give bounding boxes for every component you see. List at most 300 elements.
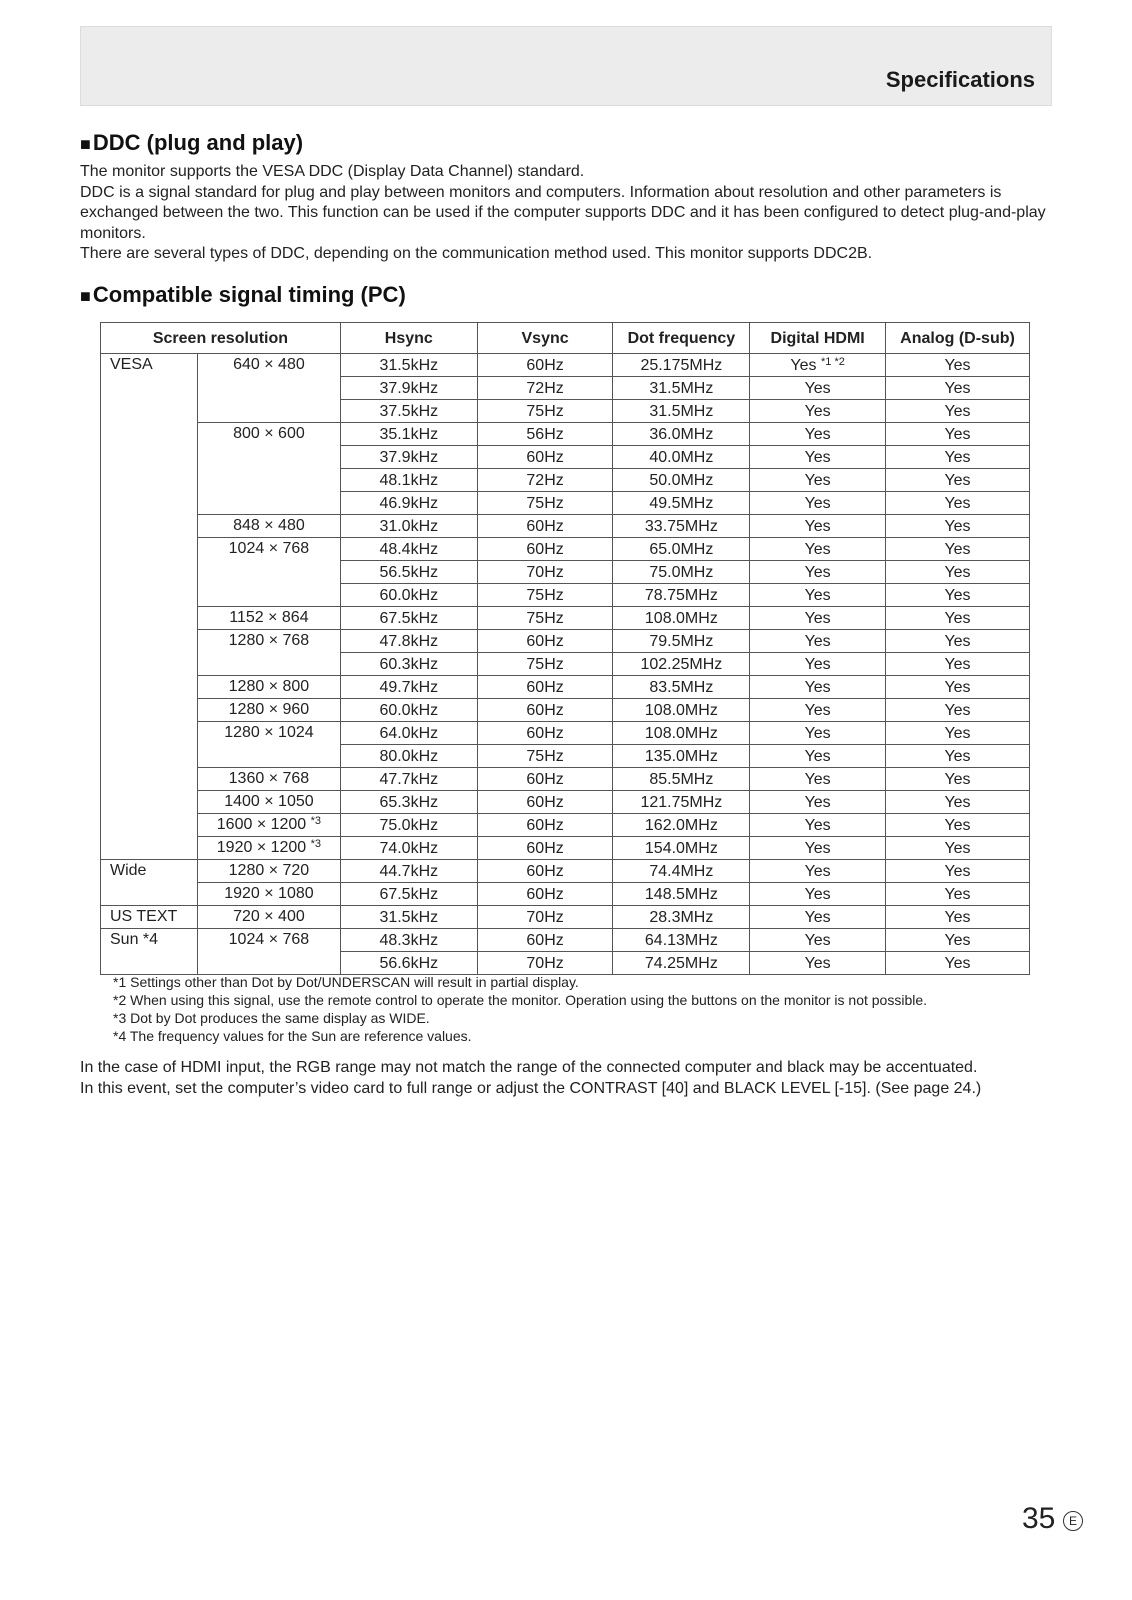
vsync-cell (477, 699, 613, 722)
vsync-cell (477, 446, 613, 469)
vsync-cell (477, 469, 613, 492)
vsync-cell (477, 561, 613, 584)
resolution-cell (197, 906, 340, 929)
signal-timing-table (100, 322, 1030, 975)
hsync-cell (340, 653, 477, 676)
column-header: Screen resolution (101, 323, 341, 354)
dot-frequency-cell (613, 699, 750, 722)
vsync-cell-text: 56Hz (526, 425, 564, 443)
analog-dsub-cell-text: Yes (944, 425, 971, 443)
resolution-cell-text: 1280 × 768 (228, 632, 310, 649)
dot-frequency-cell-text: 85.5MHz (649, 770, 714, 788)
digital-hdmi-cell (750, 584, 886, 607)
footnote: *3 Dot by Dot produces the same display as WIDE. (113, 1010, 430, 1026)
hsync-cell (340, 837, 477, 860)
hsync-cell-text: 31.5kHz (379, 908, 439, 926)
analog-dsub-cell-text: Yes (944, 931, 971, 949)
dot-frequency-cell-text: 65.0MHz (649, 540, 714, 558)
group-cell (101, 538, 198, 561)
analog-dsub-cell (886, 423, 1030, 446)
resolution-cell (197, 676, 340, 699)
table-row (101, 676, 1030, 699)
resolution-cell (197, 883, 340, 906)
dot-frequency-cell (613, 929, 750, 952)
digital-hdmi-cell (750, 699, 886, 722)
hsync-cell-text: 44.7kHz (379, 862, 439, 880)
resolution-cell (197, 492, 340, 515)
analog-dsub-cell-text: Yes (944, 448, 971, 466)
table-row (101, 860, 1030, 883)
group-cell-text: US TEXT (110, 908, 178, 925)
vsync-cell (477, 837, 613, 860)
analog-dsub-cell (886, 492, 1030, 515)
vsync-cell (477, 423, 613, 446)
vsync-cell-text: 60Hz (526, 678, 564, 696)
analog-dsub-cell-text: Yes (944, 770, 971, 788)
resolution-cell (197, 699, 340, 722)
vsync-cell-text: 60Hz (526, 356, 564, 374)
digital-hdmi-cell-text: Yes (804, 908, 831, 926)
group-cell (101, 722, 198, 745)
analog-dsub-cell (886, 768, 1030, 791)
group-cell-text: Wide (110, 862, 147, 879)
analog-dsub-cell-text: Yes (944, 379, 971, 397)
digital-hdmi-cell-text: Yes (804, 862, 831, 880)
hsync-cell-text: 48.3kHz (379, 931, 439, 949)
group-cell (101, 791, 198, 814)
group-cell (101, 630, 198, 653)
hsync-cell-text: 67.5kHz (379, 609, 439, 627)
dot-frequency-cell-text: 162.0MHz (644, 816, 718, 834)
group-cell (101, 492, 198, 515)
vsync-cell (477, 814, 613, 837)
vsync-cell-text: 60Hz (526, 540, 564, 558)
resolution-cell (197, 837, 340, 860)
analog-dsub-cell (886, 584, 1030, 607)
digital-hdmi-cell-text: Yes (804, 609, 831, 627)
dot-frequency-cell-text: 36.0MHz (649, 425, 714, 443)
hsync-cell-text: 75.0kHz (379, 816, 439, 834)
resolution-cell (197, 538, 340, 561)
resolution-cell-text: 1920 × 1080 (224, 885, 314, 902)
group-cell (101, 469, 198, 492)
resolution-cell (197, 446, 340, 469)
dot-frequency-cell-text: 121.75MHz (640, 793, 723, 811)
digital-hdmi-cell-text: Yes (804, 701, 831, 719)
hsync-cell (340, 952, 477, 975)
hsync-cell-text: 74.0kHz (379, 839, 439, 857)
hsync-cell (340, 469, 477, 492)
digital-hdmi-cell-text: Yes (804, 471, 831, 489)
analog-dsub-cell (886, 469, 1030, 492)
resolution-cell (197, 515, 340, 538)
hsync-cell (340, 883, 477, 906)
resolution-cell-text: 1360 × 768 (228, 770, 310, 787)
table-row (101, 354, 1030, 377)
digital-hdmi-cell-text: Yes (804, 770, 831, 788)
table-row (101, 400, 1030, 423)
resolution-cell (197, 584, 340, 607)
analog-dsub-cell-text: Yes (944, 678, 971, 696)
dot-frequency-cell (613, 515, 750, 538)
analog-dsub-cell-text: Yes (944, 885, 971, 903)
ddc-paragraph: The monitor supports the VESA DDC (Display Data Channel) standard. (80, 163, 585, 180)
group-cell (101, 400, 198, 423)
digital-hdmi-cell-text: Yes (804, 747, 831, 765)
resolution-cell (197, 653, 340, 676)
table-header-row (101, 323, 1030, 354)
group-cell (101, 607, 198, 630)
resolution-cell (197, 860, 340, 883)
digital-hdmi-cell (750, 745, 886, 768)
dot-frequency-cell-text: 79.5MHz (649, 632, 714, 650)
analog-dsub-cell-text: Yes (944, 586, 971, 604)
dot-frequency-cell (613, 860, 750, 883)
hdmi-note (80, 1058, 981, 1099)
resolution-cell-text: 1280 × 1024 (224, 724, 314, 741)
dot-frequency-cell (613, 837, 750, 860)
group-cell (101, 584, 198, 607)
hsync-cell (340, 492, 477, 515)
hsync-cell-text: 47.8kHz (379, 632, 439, 650)
resolution-cell-text: 1600 × 1200 (216, 816, 307, 833)
vsync-cell (477, 768, 613, 791)
hsync-cell (340, 860, 477, 883)
table-row (101, 883, 1030, 906)
digital-hdmi-cell (750, 791, 886, 814)
analog-dsub-cell (886, 676, 1030, 699)
ddc-title: DDC (plug and play) (92, 130, 304, 155)
vsync-cell-text: 60Hz (526, 839, 564, 857)
resolution-cell (197, 607, 340, 630)
vsync-cell (477, 952, 613, 975)
hsync-cell-text: 56.6kHz (379, 954, 439, 972)
dot-frequency-cell (613, 630, 750, 653)
analog-dsub-cell (886, 745, 1030, 768)
vsync-cell-text: 75Hz (526, 586, 564, 604)
analog-dsub-cell-text: Yes (944, 839, 971, 857)
table-row (101, 929, 1030, 952)
hsync-cell-text: 80.0kHz (379, 747, 439, 765)
table-row (101, 952, 1030, 975)
vsync-cell (477, 883, 613, 906)
vsync-cell-text: 60Hz (526, 816, 564, 834)
hsync-cell (340, 377, 477, 400)
analog-dsub-cell-text: Yes (944, 724, 971, 742)
dot-frequency-cell-text: 33.75MHz (644, 517, 718, 535)
analog-dsub-cell (886, 446, 1030, 469)
language-badge: E (1063, 1511, 1083, 1531)
hsync-cell-text: 64.0kHz (379, 724, 439, 742)
table-row (101, 699, 1030, 722)
table-row (101, 722, 1030, 745)
dot-frequency-cell-text: 28.3MHz (649, 908, 714, 926)
hsync-cell-text: 60.0kHz (379, 701, 439, 719)
vsync-cell-text: 70Hz (526, 908, 564, 926)
hsync-cell (340, 630, 477, 653)
resolution-cell (197, 354, 340, 377)
group-cell (101, 745, 198, 768)
group-cell (101, 906, 198, 929)
group-cell (101, 929, 198, 952)
resolution-cell-text: 1280 × 720 (228, 862, 310, 879)
hsync-cell-text: 60.0kHz (379, 586, 439, 604)
analog-dsub-cell-text: Yes (944, 471, 971, 489)
vsync-cell-text: 60Hz (526, 931, 564, 949)
hsync-cell (340, 791, 477, 814)
analog-dsub-cell-text: Yes (944, 517, 971, 535)
group-cell (101, 561, 198, 584)
dot-frequency-cell (613, 354, 750, 377)
vsync-cell-text: 60Hz (526, 632, 564, 650)
footnote: *4 The frequency values for the Sun are reference values. (113, 1028, 472, 1044)
analog-dsub-cell (886, 722, 1030, 745)
digital-hdmi-cell (750, 814, 886, 837)
vsync-cell (477, 906, 613, 929)
digital-hdmi-cell (750, 722, 886, 745)
dot-frequency-cell (613, 676, 750, 699)
column-header: Analog (D-sub) (886, 323, 1030, 354)
dot-frequency-cell (613, 768, 750, 791)
hdmi-note-line: In this event, set the computer’s video card to full range or adjust the CONTRAST [40] and BLACK LEVEL [-15]. (See page 24.) (80, 1079, 982, 1097)
dot-frequency-cell (613, 722, 750, 745)
vsync-cell (477, 377, 613, 400)
digital-hdmi-cell-text: Yes (804, 402, 831, 420)
digital-hdmi-cell-text: Yes (804, 954, 831, 972)
square-bullet-icon: ■ (80, 134, 91, 154)
analog-dsub-cell-text: Yes (944, 563, 971, 581)
vsync-cell-text: 72Hz (526, 471, 564, 489)
vsync-cell-text: 60Hz (526, 862, 564, 880)
table-row (101, 791, 1030, 814)
digital-hdmi-cell-text: Yes (804, 816, 831, 834)
dot-frequency-cell-text: 108.0MHz (644, 609, 718, 627)
vsync-cell-text: 70Hz (526, 954, 564, 972)
resolution-cell (197, 377, 340, 400)
vsync-cell (477, 354, 613, 377)
group-cell (101, 952, 198, 975)
resolution-cell (197, 768, 340, 791)
analog-dsub-cell-text: Yes (944, 402, 971, 420)
analog-dsub-cell (886, 929, 1030, 952)
group-cell (101, 653, 198, 676)
group-cell (101, 814, 198, 837)
dot-frequency-cell (613, 538, 750, 561)
vsync-cell-text: 60Hz (526, 885, 564, 903)
hsync-cell-text: 47.7kHz (379, 770, 439, 788)
digital-hdmi-cell (750, 676, 886, 699)
hsync-cell-text: 65.3kHz (379, 793, 439, 811)
hsync-cell-text: 48.1kHz (379, 471, 439, 489)
resolution-cell-text: 640 × 480 (233, 356, 305, 373)
digital-hdmi-cell-text: Yes (804, 724, 831, 742)
column-header: Dot frequency (613, 323, 750, 354)
hsync-cell-text: 35.1kHz (379, 425, 439, 443)
dot-frequency-cell (613, 814, 750, 837)
hsync-cell (340, 515, 477, 538)
column-header: Vsync (477, 323, 613, 354)
resolution-cell-text: 1280 × 800 (228, 678, 310, 695)
resolution-cell (197, 745, 340, 768)
square-bullet-icon: ■ (80, 286, 91, 306)
digital-hdmi-cell (750, 768, 886, 791)
digital-hdmi-cell (750, 400, 886, 423)
vsync-cell (477, 515, 613, 538)
resolution-cell (197, 423, 340, 446)
analog-dsub-cell-text: Yes (944, 747, 971, 765)
hsync-cell (340, 722, 477, 745)
resolution-cell (197, 952, 340, 975)
group-cell (101, 837, 198, 860)
dot-frequency-cell-text: 64.13MHz (644, 931, 718, 949)
vsync-cell-text: 72Hz (526, 379, 564, 397)
hsync-cell-text: 37.9kHz (379, 379, 439, 397)
vsync-cell-text: 60Hz (526, 448, 564, 466)
digital-hdmi-cell-text: Yes (804, 563, 831, 581)
dot-frequency-cell (613, 561, 750, 584)
digital-hdmi-cell (750, 837, 886, 860)
vsync-cell-text: 60Hz (526, 724, 564, 742)
dot-frequency-cell-text: 74.25MHz (644, 954, 718, 972)
digital-hdmi-cell (750, 607, 886, 630)
dot-frequency-cell (613, 745, 750, 768)
hsync-cell (340, 676, 477, 699)
hsync-cell-text: 67.5kHz (379, 885, 439, 903)
digital-hdmi-cell (750, 354, 886, 377)
vsync-cell-text: 75Hz (526, 747, 564, 765)
digital-hdmi-cell (750, 561, 886, 584)
analog-dsub-cell (886, 607, 1030, 630)
ddc-paragraph: There are several types of DDC, depending on the communication method used. This monitor supports DDC2B. (80, 245, 873, 262)
digital-hdmi-cell-text: Yes (804, 793, 831, 811)
digital-hdmi-cell-text: Yes (804, 931, 831, 949)
group-cell (101, 515, 198, 538)
dot-frequency-cell (613, 607, 750, 630)
resolution-cell (197, 814, 340, 837)
analog-dsub-cell (886, 791, 1030, 814)
analog-dsub-cell (886, 883, 1030, 906)
resolution-cell (197, 400, 340, 423)
analog-dsub-cell (886, 653, 1030, 676)
resolution-cell (197, 630, 340, 653)
dot-frequency-cell-text: 154.0MHz (644, 839, 718, 857)
hsync-cell-text: 48.4kHz (379, 540, 439, 558)
analog-dsub-cell (886, 630, 1030, 653)
digital-hdmi-cell-text: Yes (804, 655, 831, 673)
vsync-cell (477, 538, 613, 561)
table-row (101, 377, 1030, 400)
vsync-cell (477, 722, 613, 745)
table-row (101, 906, 1030, 929)
vsync-cell-text: 70Hz (526, 563, 564, 581)
footnote-marker: *1 *2 (820, 355, 845, 368)
digital-hdmi-cell-text: Yes (804, 517, 831, 535)
vsync-cell (477, 630, 613, 653)
vsync-cell-text: 75Hz (526, 655, 564, 673)
analog-dsub-cell-text: Yes (944, 701, 971, 719)
table-row (101, 630, 1030, 653)
digital-hdmi-cell-text: Yes (804, 448, 831, 466)
analog-dsub-cell (886, 860, 1030, 883)
header-band (80, 26, 1052, 106)
table-row (101, 837, 1030, 860)
dot-frequency-cell (613, 791, 750, 814)
analog-dsub-cell-text: Yes (944, 862, 971, 880)
table-row (101, 469, 1030, 492)
dot-frequency-cell-text: 31.5MHz (649, 379, 714, 397)
hsync-cell (340, 400, 477, 423)
page-header-title: Specifications (885, 67, 1035, 92)
table-row (101, 538, 1030, 561)
table-row (101, 584, 1030, 607)
group-cell (101, 446, 198, 469)
analog-dsub-cell-text: Yes (944, 356, 971, 374)
table-row (101, 653, 1030, 676)
dot-frequency-cell-text: 78.75MHz (644, 586, 718, 604)
digital-hdmi-cell (750, 906, 886, 929)
footnote: *1 Settings other than Dot by Dot/UNDERSCAN will result in partial display. (113, 974, 579, 990)
dot-frequency-cell-text: 50.0MHz (649, 471, 714, 489)
vsync-cell (477, 860, 613, 883)
dot-frequency-cell-text: 49.5MHz (649, 494, 714, 512)
analog-dsub-cell-text: Yes (944, 908, 971, 926)
table-row (101, 446, 1030, 469)
page-number: 35 (1022, 1502, 1056, 1535)
hsync-cell-text: 49.7kHz (379, 678, 439, 696)
dot-frequency-cell-text: 108.0MHz (644, 701, 718, 719)
table-row (101, 561, 1030, 584)
analog-dsub-cell-text: Yes (944, 609, 971, 627)
digital-hdmi-cell (750, 515, 886, 538)
digital-hdmi-cell (750, 883, 886, 906)
vsync-cell-text: 75Hz (526, 402, 564, 420)
analog-dsub-cell (886, 515, 1030, 538)
digital-hdmi-cell-text: Yes (790, 356, 817, 374)
dot-frequency-cell-text: 108.0MHz (644, 724, 718, 742)
dot-frequency-cell-text: 40.0MHz (649, 448, 714, 466)
hsync-cell (340, 814, 477, 837)
analog-dsub-cell (886, 561, 1030, 584)
vsync-cell (477, 745, 613, 768)
resolution-cell-text: 1400 × 1050 (224, 793, 314, 810)
dot-frequency-cell (613, 423, 750, 446)
digital-hdmi-cell-text: Yes (804, 632, 831, 650)
hsync-cell (340, 929, 477, 952)
footnote: *2 When using this signal, use the remote control to operate the monitor. Operation using the buttons on the monitor is not possible. (113, 992, 928, 1008)
group-cell (101, 860, 198, 883)
group-cell (101, 354, 198, 377)
dot-frequency-cell (613, 446, 750, 469)
analog-dsub-cell (886, 354, 1030, 377)
vsync-cell-text: 75Hz (526, 494, 564, 512)
group-cell-text: Sun *4 (110, 931, 159, 948)
analog-dsub-cell-text: Yes (944, 793, 971, 811)
resolution-cell-text: 1280 × 960 (228, 701, 310, 718)
vsync-cell (477, 929, 613, 952)
table-row (101, 607, 1030, 630)
vsync-cell (477, 653, 613, 676)
table-row (101, 814, 1030, 837)
digital-hdmi-cell (750, 446, 886, 469)
digital-hdmi-cell-text: Yes (804, 425, 831, 443)
dot-frequency-cell-text: 83.5MHz (649, 678, 714, 696)
analog-dsub-cell (886, 538, 1030, 561)
hsync-cell (340, 906, 477, 929)
resolution-cell-text: 1024 × 768 (228, 931, 310, 948)
group-cell (101, 699, 198, 722)
table-row (101, 492, 1030, 515)
digital-hdmi-cell-text: Yes (804, 586, 831, 604)
